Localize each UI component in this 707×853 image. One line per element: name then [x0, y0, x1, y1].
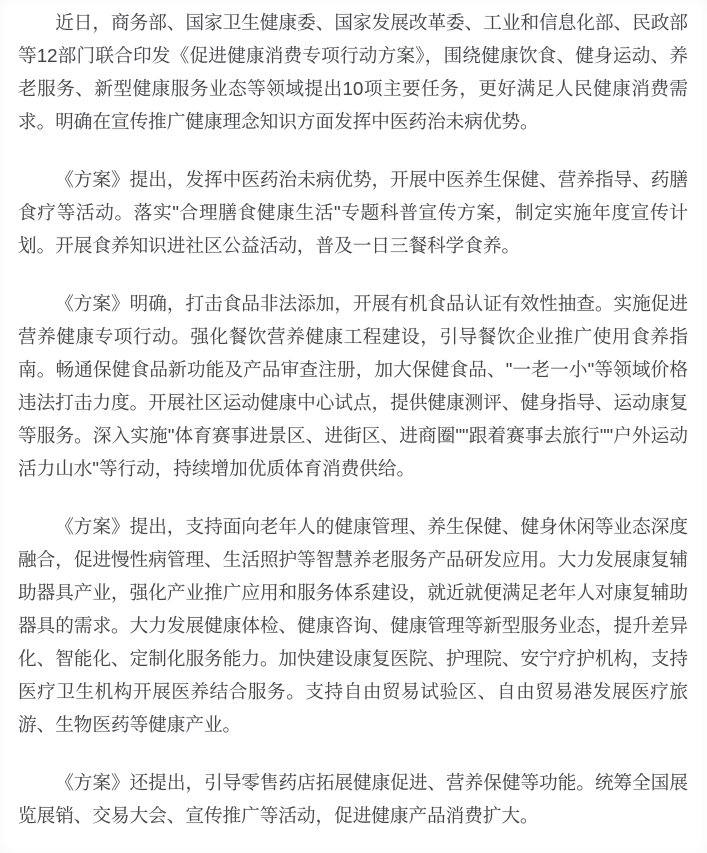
- paragraph-intro: 近日，商务部、国家卫生健康委、国家发展改革委、工业和信息化部、民政部等12部门联合印发《促进健康消费专项行动方案》，围绕健康饮食、健身运动、养老服务、新型健康服务业态等领域提出10项主要任务，更好满足人民健康消费需求。明确在宣传推广健康理念知识方面发挥中医药治未病优势。: [18, 12, 688, 132]
- paragraph-tcm-nutrition: 《方案》提出，发挥中医药治未病优势，开展中医养生保健、营养指导、药膳食疗等活动。落实"合理膳食健康生活"专题科普宣传方案，制定实施年度宣传计划。开展食养知识进社区公益活动，普及一日三餐科学食养。: [18, 169, 688, 256]
- paragraph-food-sports: 《方案》明确，打击食品非法添加，开展有机食品认证有效性抽查。实施促进营养健康专项行动。强化餐饮营养健康工程建设，引导餐饮企业推广使用食养指南。畅通保健食品新功能及产品审查注册，加大保健食品、"一老一小"等领域价格违法打击力度。开展社区运动健康中心试点，提供健康测评、健身指导、运动康复等服务。深入实施"体育赛事进景区、进街区、进商圈""跟着赛事去旅行""户外运动活力山水"等行动，持续增加优质体育消费供给。: [18, 293, 688, 479]
- paragraph-pharmacy-expo: 《方案》还提出，引导零售药店拓展健康促进、营养保健等功能。统筹全国展览展销、交易大会、宣传推广等活动，促进健康产品消费扩大。: [18, 772, 688, 826]
- paragraph-elderly-services: 《方案》提出，支持面向老年人的健康管理、养生保健、健身休闲等业态深度融合，促进慢性病管理、生活照护等智慧养老服务产品研发应用。大力发展康复辅助器具产业，强化产业推广应用和服务体系建设，就近就便满足老年人对康复辅助器具的需求。大力发展健康体检、健康咨询、健康管理等新型服务业态，提升差异化、智能化、定制化服务能力。加快建设康复医院、护理院、安宁疗护机构，支持医疗卫生机构开展医养结合服务。支持自由贸易试验区、自由贸易港发展医疗旅游、生物医药等健康产业。: [18, 516, 688, 735]
